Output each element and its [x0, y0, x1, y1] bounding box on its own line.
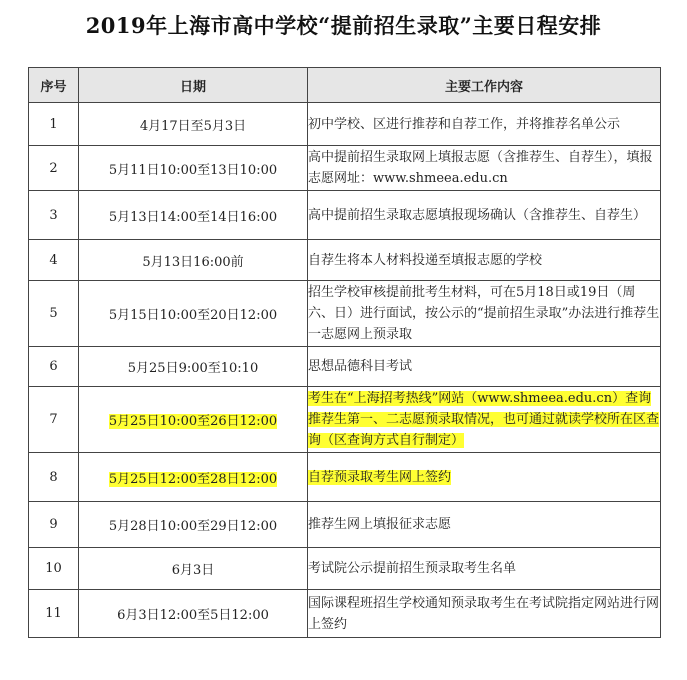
row-work-text: 考试院公示提前招生预录取考生名单	[308, 561, 517, 576]
row-work	[308, 347, 661, 387]
row-work	[308, 387, 661, 453]
row-no	[29, 103, 79, 146]
row-no	[29, 240, 79, 281]
header-work: 主要工作内容	[308, 68, 661, 103]
table-row	[29, 502, 661, 548]
row-no-text: 7	[49, 412, 58, 427]
row-work-text: 高中提前招生录取志愿填报现场确认（含推荐生、自荐生）	[308, 207, 647, 223]
row-no	[29, 590, 79, 638]
row-date-text: 6月3日12:00至5日12:00	[117, 608, 269, 623]
row-date-text: 5月11日10:00至13日10:00	[108, 162, 278, 178]
header-no: 序号	[29, 68, 79, 103]
row-no-text: 1	[49, 116, 58, 132]
row-work-text: 自荐预录取考生网上签约	[308, 469, 452, 485]
page-title: 2019年上海市高中学校“提前招生录取”主要日程安排	[85, 13, 602, 38]
row-date	[79, 103, 308, 146]
row-date	[79, 387, 308, 453]
row-no-text: 3	[49, 207, 58, 223]
row-work	[308, 191, 661, 240]
row-date-text: 6月3日	[171, 563, 215, 578]
table-row	[29, 146, 661, 191]
row-date-text: 5月13日16:00前	[142, 254, 244, 270]
table-row	[29, 590, 661, 638]
row-work-text: 自荐生将本人材料投递至填报志愿的学校	[308, 252, 543, 268]
table-header-row	[29, 68, 661, 103]
row-work-text: 推荐生网上填报征求志愿	[308, 517, 452, 532]
row-date	[79, 146, 308, 191]
row-no-text: 8	[49, 469, 58, 485]
row-work	[308, 453, 661, 502]
row-no	[29, 191, 79, 240]
table-row	[29, 281, 661, 347]
row-no	[29, 347, 79, 387]
row-no-text: 6	[49, 359, 58, 374]
row-no	[29, 387, 79, 453]
row-date-text: 5月25日9:00至10:10	[127, 361, 259, 376]
row-date	[79, 191, 308, 240]
row-work-text: 招生学校审核提前批考生材料，可在5月18日或19日（周六、日）进行面试，按公示的“提前招生录取”办法进行推荐生一志愿网上预录取	[308, 285, 660, 342]
row-work-text: 国际课程班招生学校通知预录取考生在考试院指定网站进行网上签约	[308, 595, 660, 632]
row-work	[308, 502, 661, 548]
row-work-text: 高中提前招生录取网上填报志愿（含推荐生、自荐生），填报志愿网址：www.shmeea.edu.cn	[308, 150, 653, 186]
row-date-text: 5月28日10:00至29日12:00	[108, 519, 278, 534]
table-row	[29, 347, 661, 387]
row-no-text: 10	[45, 561, 62, 576]
row-date-text: 5月25日12:00至28日12:00	[108, 471, 278, 487]
row-date	[79, 548, 308, 590]
header-date: 日期	[79, 68, 308, 103]
row-no-text: 11	[45, 606, 62, 621]
table-row-highlighted	[29, 453, 661, 502]
row-date-text: 4月17日至5月3日	[139, 118, 247, 134]
table-row	[29, 548, 661, 590]
row-work	[308, 548, 661, 590]
row-date	[79, 281, 308, 347]
row-date	[79, 347, 308, 387]
row-work-text: 思想品德科目考试	[308, 359, 413, 374]
row-work-text: 考生在“上海招考热线”网站（www.shmeea.edu.cn）查询推荐生第一、二志愿预录取情况，也可通过就读学校所在区查询（区查询方式自行制定）	[308, 391, 660, 448]
row-no-text: 5	[49, 306, 58, 321]
row-date	[79, 502, 308, 548]
row-date	[79, 240, 308, 281]
row-work	[308, 590, 661, 638]
row-date-text: 5月15日10:00至20日12:00	[108, 308, 278, 323]
row-no	[29, 502, 79, 548]
row-work	[308, 240, 661, 281]
row-no	[29, 146, 79, 191]
row-date	[79, 453, 308, 502]
row-work-text: 初中学校、区进行推荐和自荐工作，并将推荐名单公示	[308, 116, 621, 132]
table-row-highlighted	[29, 387, 661, 453]
table-row	[29, 103, 661, 146]
row-date-text: 5月25日10:00至26日12:00	[108, 414, 278, 429]
row-no-text: 2	[49, 160, 58, 176]
table-row	[29, 240, 661, 281]
schedule-table	[28, 67, 661, 638]
row-no-text: 9	[49, 517, 58, 532]
row-no	[29, 548, 79, 590]
row-date-text: 5月13日14:00至14日16:00	[108, 209, 278, 225]
row-no	[29, 453, 79, 502]
row-date	[79, 590, 308, 638]
row-no-text: 4	[49, 252, 58, 268]
row-no	[29, 281, 79, 347]
row-work	[308, 281, 661, 347]
row-work	[308, 103, 661, 146]
row-work	[308, 146, 661, 191]
table-row	[29, 191, 661, 240]
